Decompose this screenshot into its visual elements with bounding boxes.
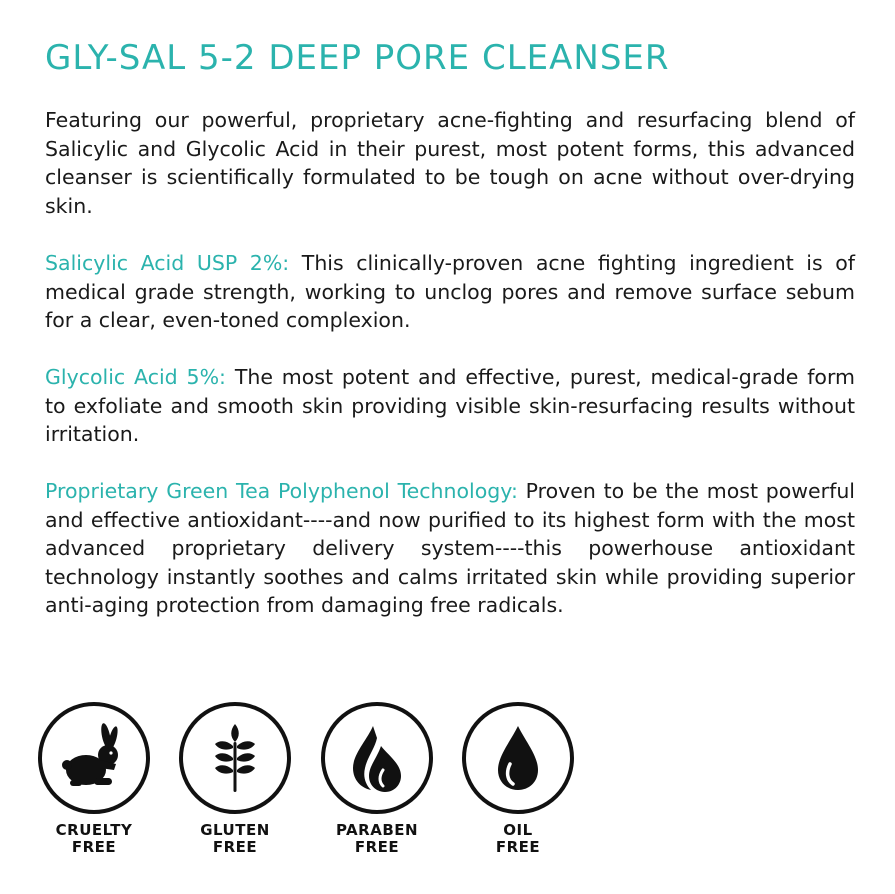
glycolic-lead: Glycolic Acid 5%: (45, 365, 226, 389)
green-tea-paragraph (45, 477, 855, 620)
badge-label: PARABEN FREE (335, 821, 419, 856)
badge-paraben-free (321, 702, 433, 856)
badge-cruelty-free (38, 702, 150, 856)
drops-icon (339, 720, 415, 796)
badge-circle (321, 702, 433, 814)
intro-paragraph: Featuring our powerful, proprietary acne-fighting and resurfacing blend of Salicylic and Glycolic Acid in their purest, most potent forms, this advanced cleanser is scientifically formulated to be tough on acne without over-drying skin. (45, 108, 855, 218)
glycolic-paragraph (45, 363, 855, 449)
rabbit-icon (56, 720, 132, 796)
salicylic-paragraph (45, 249, 855, 335)
badge-label: GLUTEN FREE (200, 821, 270, 856)
badge-gluten-free (179, 702, 291, 856)
salicylic-lead: Salicylic Acid USP 2%: (45, 251, 290, 275)
wheat-icon (197, 720, 273, 796)
badge-oil-free (462, 702, 574, 856)
green-tea-lead: Proprietary Green Tea Polyphenol Technology: (45, 479, 518, 503)
glycolic-text: The most potent and effective, purest, medical-grade form to exfoliate and smooth skin providing visible skin-resurfacing results without irritation. (45, 365, 855, 447)
green-tea-text: Proven to be the most powerful and effective antioxidant----and now purified to its highest form with the most advanced proprietary delivery system----this powerhouse antioxidant technology instantly soothes and calms irritated skin while providing superior anti-aging protection from damaging free radicals. (45, 479, 856, 618)
badge-label: OIL FREE (495, 821, 541, 856)
badge-circle (179, 702, 291, 814)
badge-label: CRUELTY FREE (55, 821, 133, 856)
oil-drop-icon (480, 720, 556, 796)
badge-circle (38, 702, 150, 814)
badge-circle (462, 702, 574, 814)
salicylic-text: This clinically-proven acne fighting ingredient is of medical grade strength, working to unclog pores and remove surface sebum for a clear, even-toned complexion. (45, 251, 856, 333)
page-title: GLY-SAL 5-2 DEEP PORE CLEANSER (45, 38, 670, 78)
